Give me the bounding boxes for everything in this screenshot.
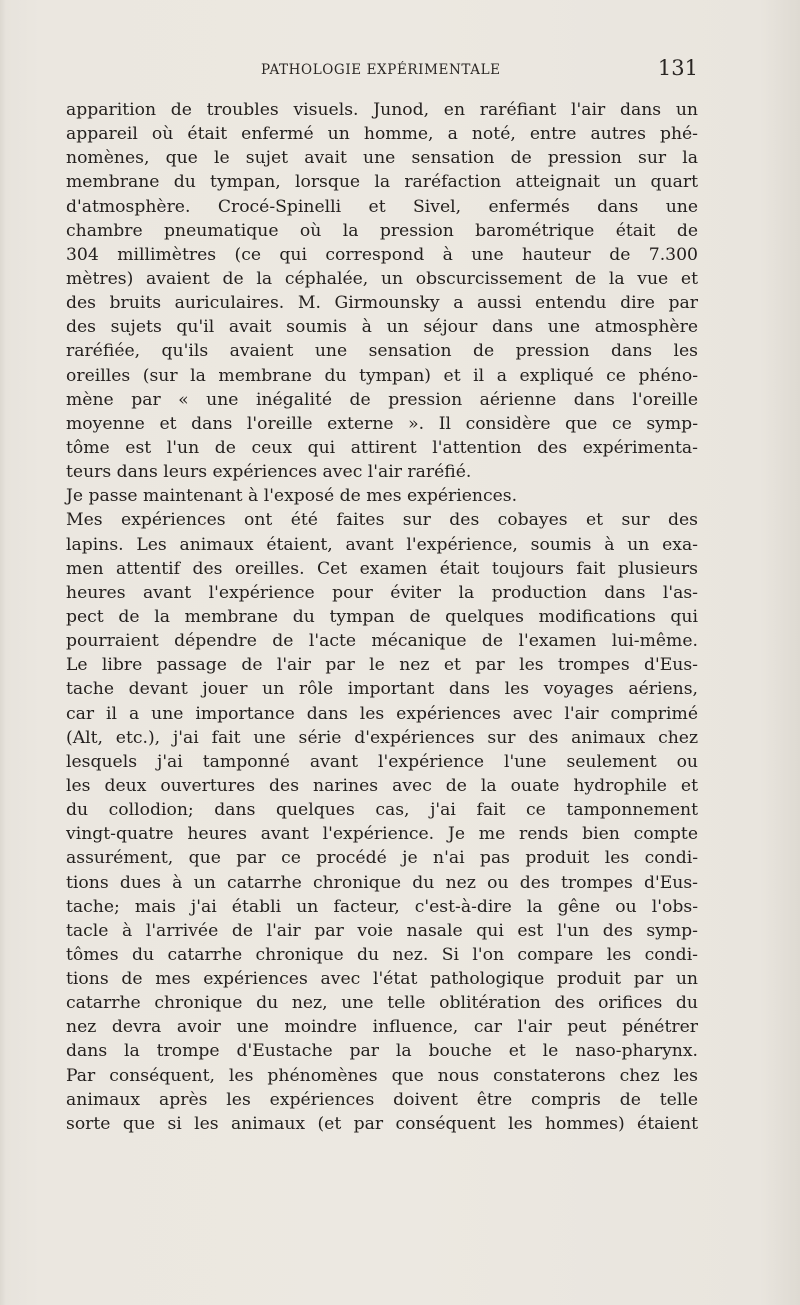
text-line: 304 millimètres (ce qui correspond à une hauteur de 7.300 <box>66 244 698 265</box>
text-line: mètres) avaient de la céphalée, un obscurcissement de la vue et <box>66 268 698 289</box>
text-line: vingt-quatre heures avant l'expérience. Je me rends bien compte <box>66 824 698 845</box>
text-line: tions dues à un catarrhe chronique du nez ou des trompes d'Eus- <box>66 872 698 893</box>
text-line: pourraient dépendre de l'acte mécanique de l'examen lui-même. <box>66 631 698 652</box>
text-line: oreilles (sur la membrane du tympan) et il a expliqué ce phéno- <box>66 365 698 386</box>
body-text <box>66 98 698 1136</box>
text-line: tôme est l'un de ceux qui attirent l'attention des expérimenta- <box>66 437 698 458</box>
text-line: appareil où était enfermé un homme, a noté, entre autres phé- <box>66 124 698 145</box>
text-line: tache devant jouer un rôle important dans les voyages aériens, <box>66 679 698 700</box>
text-line: nez devra avoir une moindre influence, car l'air peut pénétrer <box>66 1017 698 1038</box>
text-line: des bruits auriculaires. M. Girmounsky a aussi entendu dire par <box>66 293 698 314</box>
text-line: lapins. Les animaux étaient, avant l'expérience, soumis à un exa- <box>66 534 698 555</box>
text-line: chambre pneumatique où la pression barométrique était de <box>66 220 698 241</box>
text-line: Par conséquent, les phénomènes que nous constaterons chez les <box>66 1065 698 1086</box>
text-line: apparition de troubles visuels. Junod, en raréfiant l'air dans un <box>66 100 698 120</box>
text-line: car il a une importance dans les expériences avec l'air comprimé <box>66 703 698 724</box>
text-line: tions de mes expériences avec l'état pathologique produit par un <box>66 969 698 990</box>
text-line: sorte que si les animaux (et par conséquent les hommes) étaient <box>66 1113 698 1134</box>
text-line: (Alt, etc.), j'ai fait une série d'expériences sur des animaux chez <box>66 727 698 748</box>
paragraph-line: Je passe maintenant à l'exposé de mes expériences. <box>66 486 518 507</box>
text-line: Le libre passage de l'air par le nez et par les trompes d'Eus- <box>66 655 698 676</box>
page-number: 131 <box>657 56 698 80</box>
text-line: catarrhe chronique du nez, une telle oblitération des orifices du <box>66 993 698 1014</box>
text-line: animaux après les expériences doivent être compris de telle <box>66 1089 698 1110</box>
text-line: dans la trompe d'Eustache par la bouche et le naso-pharynx. <box>66 1041 698 1062</box>
text-line: les deux ouvertures des narines avec de la ouate hydrophile et <box>66 775 698 796</box>
text-line: Mes expériences ont été faites sur des cobayes et sur des <box>66 510 698 531</box>
text-line: tacle à l'arrivée de l'air par voie nasale qui est l'un des symp- <box>66 920 698 941</box>
text-line: men attentif des oreilles. Cet examen était toujours fait plusieurs <box>66 558 698 579</box>
text-line: nomènes, que le sujet avait une sensation de pression sur la <box>66 148 698 169</box>
text-line: raréfiée, qu'ils avaient une sensation de pression dans les <box>66 341 698 362</box>
paragraph-end-line: teurs dans leurs expériences avec l'air raréfié. <box>66 462 472 483</box>
text-line: heures avant l'expérience pour éviter la production dans l'as- <box>66 582 698 603</box>
text-line: d'atmosphère. Crocé-Spinelli et Sivel, enfermés dans une <box>66 196 698 217</box>
text-line: tômes du catarrhe chronique du nez. Si l'on compare les condi- <box>66 944 698 965</box>
text-line: tache; mais j'ai établi un facteur, c'est-à-dire la gêne ou l'obs- <box>66 896 698 917</box>
running-title: PATHOLOGIE EXPÉRIMENTALE <box>261 62 501 78</box>
text-line: du collodion; dans quelques cas, j'ai fait ce tamponnement <box>66 800 698 821</box>
text-line: pect de la membrane du tympan de quelques modifications qui <box>66 606 698 627</box>
page-header <box>66 58 698 82</box>
text-line: des sujets qu'il avait soumis à un séjour dans une atmosphère <box>66 317 698 338</box>
text-line: lesquels j'ai tamponné avant l'expérience l'une seulement ou <box>66 751 698 772</box>
text-line: moyenne et dans l'oreille externe ». Il considère que ce symp- <box>66 413 698 434</box>
text-line: mène par « une inégalité de pression aérienne dans l'oreille <box>66 389 698 410</box>
text-line: membrane du tympan, lorsque la raréfaction atteignait un quart <box>66 172 698 193</box>
text-line: assurément, que par ce procédé je n'ai pas produit les condi- <box>66 848 698 869</box>
